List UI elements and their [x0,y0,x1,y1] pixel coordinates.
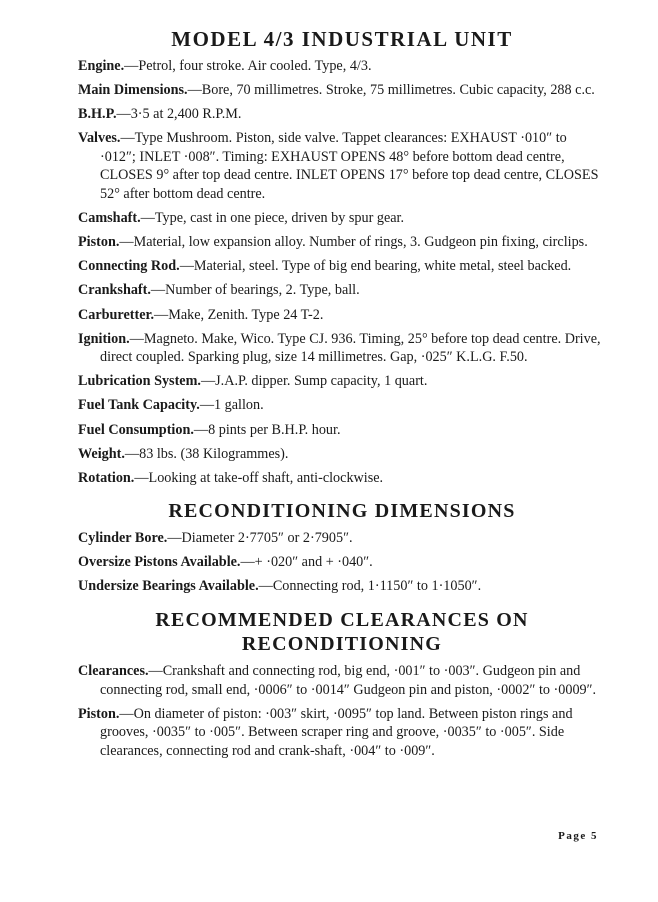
spec-entry [78,396,606,415]
clearance-text: —Crankshaft and connecting rod, big end, ·001″ to ·003″. Gudgeon pin and connecting rod, small end, ·0006″ to ·0014″ Gudgeon pin and piston, ·0002″ to ·0009″. [100,663,597,698]
recon-text: —Connecting rod, 1·1150″ to 1·1050″. [258,578,482,595]
spec-text: —Make, Zenith. Type 24 T-2. [154,306,324,323]
clearances-heading-line2: RECONDITIONING [241,633,443,656]
spec-entry [78,81,606,100]
spec-term: Fuel Tank Capacity. [78,397,200,414]
recon-entry [78,553,606,572]
spec-term: Crankshaft. [78,282,151,299]
clearance-term: Clearances. [78,663,149,680]
clearance-entry [78,662,606,699]
specs-section [78,57,606,487]
spec-text: —Number of bearings, 2. Type, ball. [150,282,360,299]
spec-entry [78,281,606,300]
spec-text: —Petrol, four stroke. Air cooled. Type, 4/3. [124,58,372,74]
spec-text: —3·5 at 2,400 R.P.M. [116,106,242,123]
spec-term: Lubrication System. [78,373,201,390]
recon-term: Undersize Bearings Available. [78,578,259,595]
spec-entry [78,233,606,252]
spec-entry [78,421,606,440]
recon-section [78,529,606,596]
spec-entry [78,306,606,325]
spec-text: —83 lbs. (38 Kilogrammes). [124,445,289,462]
spec-term: Main Dimensions. [78,82,188,99]
spec-entry [78,57,606,76]
spec-text: —8 pints per B.H.P. hour. [193,421,341,438]
page-number: Page 5 [558,830,598,842]
clearance-entry [78,705,606,761]
spec-text: —Material, low expansion alloy. Number of rings, 3. Gudgeon pin fixing, circlips. [119,234,588,251]
spec-term: Camshaft. [78,210,141,227]
recon-heading: RECONDITIONING DIMENSIONS [168,500,516,523]
spec-term: Piston. [78,234,120,251]
clearances-heading-line1: RECOMMENDED CLEARANCES ON [155,609,529,632]
spec-entry [78,105,606,124]
spec-text: —Type, cast in one piece, driven by spur gear. [140,210,405,227]
spec-entry [78,129,606,203]
clearance-term: Piston. [78,705,120,722]
spec-entry [78,372,606,391]
clearances-heading [78,608,606,656]
spec-term: Fuel Consumption. [78,421,194,438]
spec-term: B.H.P. [78,106,117,123]
spec-text: —Looking at take-off shaft, anti-clockwise. [134,469,384,486]
spec-entry [78,330,606,367]
spec-text: —1 gallon. [199,397,264,414]
spec-entry [78,445,606,464]
spec-entry [78,257,606,276]
spec-term: Ignition. [78,330,130,347]
recon-term: Cylinder Bore. [78,530,168,547]
clearance-text: —On diameter of piston: ·003″ skirt, ·0095″ top land. Between piston rings and grooves, ·0035″ to ·005″. Between scraper ring and groove, ·0035″ to ·005″. Side clearances, connecting rod and crank-shaft, ·004″ to ·009″. [100,705,573,759]
spec-term: Valves. [78,130,121,147]
spec-entry [78,209,606,228]
spec-term: Engine. [78,58,125,74]
page-title: MODEL 4/3 INDUSTRIAL UNIT [171,27,513,51]
spec-term: Carburetter. [78,306,155,323]
clearances-section [78,662,606,760]
spec-text: —Material, steel. Type of big end bearing, white metal, steel backed. [179,258,572,275]
spec-term: Rotation. [78,469,135,486]
spec-text: —J.A.P. dipper. Sump capacity, 1 quart. [200,373,428,390]
spec-entry [78,469,606,488]
recon-text: —Diameter 2·7705″ or 2·7905″. [167,530,353,547]
recon-entry [78,529,606,548]
spec-term: Weight. [78,445,125,462]
recon-entry [78,577,606,596]
spec-text: —Magneto. Make, Wico. Type CJ. 936. Timing, 25° before top dead centre. Drive, direct coupled. Sparking plug, size 14 millimetres. Gap, ·025″ K.L.G. F.50. [100,330,601,366]
spec-text: —Type Mushroom. Piston, side valve. Tappet clearances: EXHAUST ·010″ to ·012″; INLET ·008″. Timing: EXHAUST OPENS 48° before bottom dead centre, CLOSES 9° after top dead centre. INLET OPENS 17° before top dead centre, CLOSES 52° after bottom dead centre. [100,130,599,203]
spec-term: Connecting Rod. [78,258,180,275]
spec-text: —Bore, 70 millimetres. Stroke, 75 millimetres. Cubic capacity, 288 c.c. [187,82,595,99]
recon-term: Oversize Pistons Available. [78,554,241,571]
recon-text: —+ ·020″ and + ·040″. [240,554,373,571]
